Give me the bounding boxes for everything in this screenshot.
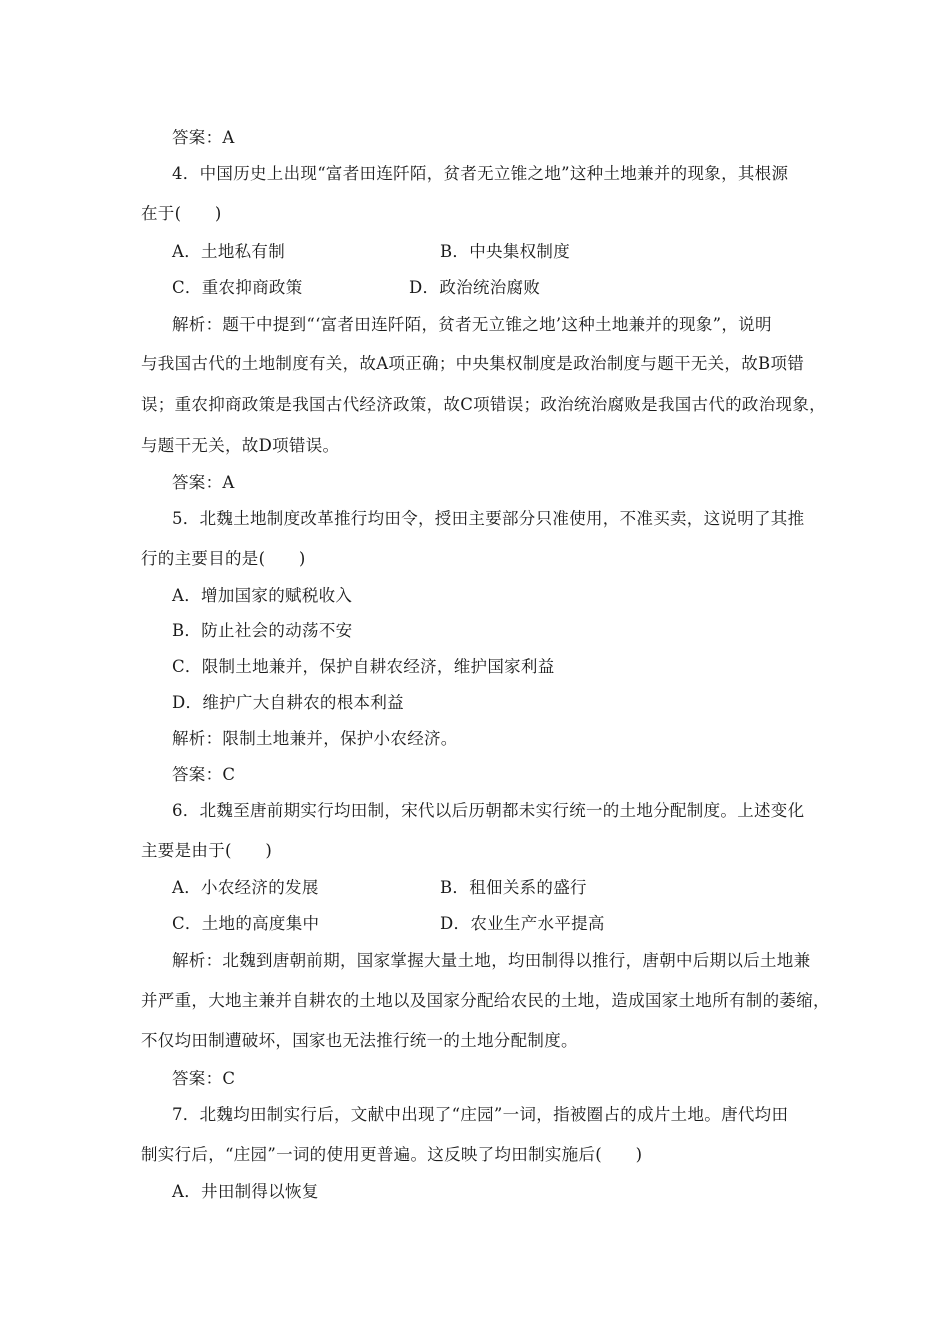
question-4-explanation-cont-2: 误；重农抑商政策是我国古代经济政策，故C项错误；政治统治腐败是我国古代的政治现象， [141, 395, 826, 414]
question-5-option-d: D．维护广大自耕农的根本利益 [172, 693, 404, 712]
question-7-stem-cont: 制实行后，“庄园”一词的使用更普遍。这反映了均田制实施后( ) [141, 1145, 643, 1164]
question-5-explanation: 解析：限制土地兼并，保护小农经济。 [172, 729, 458, 748]
question-4-explanation: 解析：题干中提到“‘富者田连阡陌，贫者无立锥之地’这种土地兼并的现象”，说明 [172, 315, 772, 334]
answer-q6: 答案：C [172, 1069, 236, 1088]
question-4-option-c: C．重农抑商政策 [172, 278, 303, 297]
question-4-option-a: A．土地私有制 [172, 242, 286, 261]
question-6-option-d: D．农业生产水平提高 [440, 914, 605, 933]
question-4-stem: 4．中国历史上出现“富者田连阡陌，贫者无立锥之地”这种土地兼并的现象，其根源 [172, 164, 789, 183]
question-6-explanation-cont-2: 不仅均田制遭破坏，国家也无法推行统一的土地分配制度。 [141, 1031, 578, 1050]
question-6-stem-cont: 主要是由于( ) [141, 841, 273, 860]
question-6-explanation: 解析：北魏到唐朝前期，国家掌握大量土地，均田制得以推行，唐朝中后期以后土地兼 [172, 951, 811, 970]
question-4-stem-cont: 在于( ) [141, 204, 222, 223]
question-4-option-d: D．政治统治腐败 [409, 278, 541, 297]
question-6-option-a: A．小农经济的发展 [172, 878, 319, 897]
question-6-option-b: B．租佃关系的盛行 [440, 878, 587, 897]
question-5-option-c: C．限制土地兼并，保护自耕农经济，维护国家利益 [172, 657, 555, 676]
question-6-stem: 6．北魏至唐前期实行均田制，宋代以后历朝都未实行统一的土地分配制度。上述变化 [172, 801, 805, 820]
question-6-option-c: C．土地的高度集中 [172, 914, 320, 933]
question-5-stem: 5．北魏土地制度改革推行均田令，授田主要部分只准使用，不准买卖，这说明了其推 [172, 509, 805, 528]
answer-q5: 答案：C [172, 765, 236, 784]
question-4-explanation-cont-3: 与题干无关，故D项错误。 [141, 436, 340, 455]
question-4-option-b: B．中央集权制度 [440, 242, 571, 261]
answer-q3: 答案：A [172, 128, 235, 147]
question-5-option-a: A．增加国家的赋税收入 [172, 586, 353, 605]
question-5-option-b: B．防止社会的动荡不安 [172, 621, 353, 640]
question-6-explanation-cont-1: 并严重，大地主兼并自耕农的土地以及国家分配给农民的土地，造成国家土地所有制的萎缩， [141, 991, 830, 1010]
question-7-option-a: A．井田制得以恢复 [172, 1182, 319, 1201]
question-7-stem: 7．北魏均田制实行后，文献中出现了“庄园”一词，指被圈占的成片土地。唐代均田 [172, 1105, 789, 1124]
question-5-stem-cont: 行的主要目的是( ) [141, 549, 306, 568]
answer-q4: 答案：A [172, 473, 235, 492]
question-4-explanation-cont-1: 与我国古代的土地制度有关，故A项正确；中央集权制度是政治制度与题干无关，故B项错 [141, 354, 805, 373]
